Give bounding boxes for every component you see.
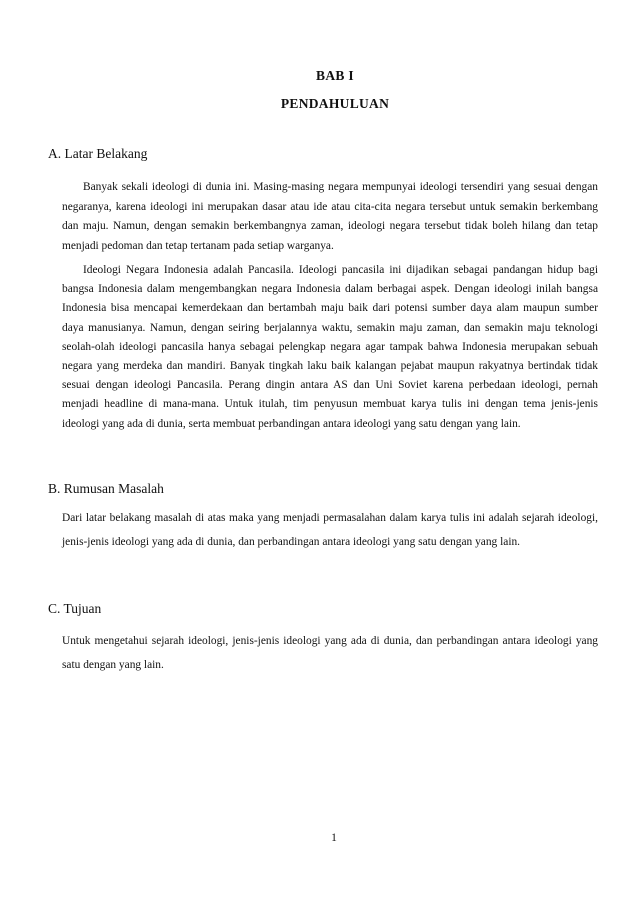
chapter-label: BAB I xyxy=(316,68,354,83)
page-number: 1 xyxy=(331,832,337,844)
paragraph-latar-belakang-1: Banyak sekali ideologi di dunia ini. Masing-masing negara mempunyai ideologi tersendiri yang sesuai dengan negaranya, karena ideologi ini merupakan dasar atau ide atau cita-cita negara tersebut untuk semakin berkembang dan maju. Namun, dengan semakin berkembangnya zaman, ideologi negara tersebut tidak boleh hilang dan tetap menjadi pedoman dan tetap tertanam pada setiap warganya. xyxy=(62,181,598,252)
section-heading-tujuan: C. Tujuan xyxy=(48,601,102,616)
paragraph-tujuan: Untuk mengetahui sejarah ideologi, jenis-jenis ideologi yang ada di dunia, dan perbandingan antara ideologi yang satu dengan yang lain. xyxy=(62,635,598,672)
paragraph-latar-belakang-2: Ideologi Negara Indonesia adalah Pancasila. Ideologi pancasila ini dijadikan sebagai pandangan hidup bagi bangsa Indonesia dalam mengembangkan negara Indonesia dalam berbagai aspek. Dengan ideologi inilah bangsa Indonesia bisa mencapai kemerdekaan dan bertambah maju baik dari potensi sumber daya alam maupun sumber daya manusianya. Namun, dengan seiring berjalannya waktu, semakin maju zaman, dan semakin maju teknologi seolah-olah ideologi pancasila hanya sebagai pelengkap negara agar tampak bahwa Indonesia merupakan sebuah negara yang merdeka dan mandiri. Banyak tingkah laku baik kalangan pejabat maupun rakyatnya bertindak tidak sesuai dengan ideologi Pancasila. Perang dingin antara AS dan Uni Soviet karena perbedaan ideologi, pernah menjadi headline di mana-mana. Untuk itulah, tim penyusun membuat karya tulis ini dengan tema jenis-jenis ideologi yang ada di dunia, serta membuat perbandingan antara ideologi yang satu dengan yang lain. xyxy=(62,264,598,430)
section-heading-latar-belakang: A. Latar Belakang xyxy=(48,146,148,161)
section-heading-rumusan-masalah: B. Rumusan Masalah xyxy=(48,481,164,496)
paragraph-rumusan-masalah: Dari latar belakang masalah di atas maka yang menjadi permasalahan dalam karya tulis ini adalah sejarah ideologi, jenis-jenis ideologi yang ada di dunia, dan perbandingan antara ideologi yang satu dengan yang lain. xyxy=(62,512,598,548)
chapter-title: PENDAHULUAN xyxy=(280,96,390,111)
